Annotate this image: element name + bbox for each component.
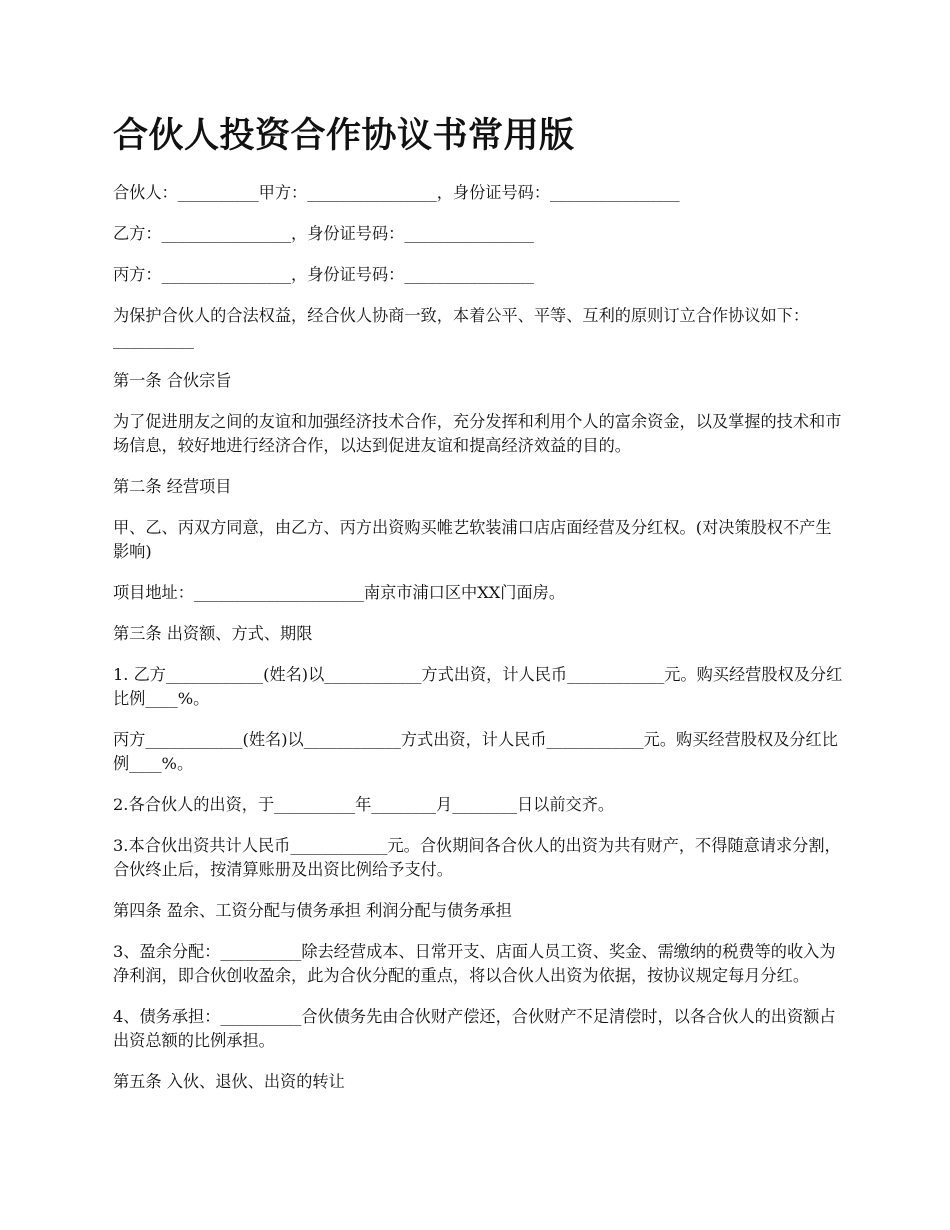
article-4-heading: 第四条 盈余、工资分配与债务承担 利润分配与债务承担 — [113, 901, 512, 920]
party-c-line: 丙方：________________，身份证号码：________________ — [113, 265, 534, 284]
project-address: 项目地址：_____________________南京市浦口区中XX门面房。 — [113, 583, 566, 602]
article-3-item-3: 3.本合伙出资共计人民币____________元。合伙期间各合伙人的出资为共有财产，不得随意请求分割，合伙终止后，按清算账册及出资比例给予支付。 — [113, 836, 841, 879]
article-3-item-1-party-b: 1. 乙方____________(姓名)以____________方式出资，计人民币____________元。购买经营股权及分红比例____%。 — [113, 665, 843, 708]
preamble-paragraph: 为保护合伙人的合法权益，经合伙人协商一致，本着公平、平等、互利的原则订立合作协议如下：__________ — [113, 306, 810, 349]
article-4-debt: 4、债务承担：__________合伙债务先由合伙财产偿还，合伙财产不足清偿时，以各合伙人的出资额占出资总额的比例承担。 — [113, 1007, 836, 1050]
document-title: 合伙人投资合作协议书常用版 — [113, 116, 575, 156]
article-2-body: 甲、乙、丙双方同意，由乙方、丙方出资购买帷艺软装浦口店店面经营及分红权。(对决策股权不产生影响) — [113, 518, 832, 561]
article-1-body: 为了促进朋友之间的友谊和加强经济技术合作，充分发挥和利用个人的富余资金，以及掌握的技术和市场信息，较好地进行经济合作，以达到促进友谊和提高经济效益的目的。 — [113, 412, 842, 455]
article-5-heading: 第五条 入伙、退伙、出资的转让 — [113, 1072, 345, 1091]
article-3-item-2: 2.各合伙人的出资，于__________年________月________日以前交齐。 — [113, 795, 615, 814]
partners-line: 合伙人：__________甲方：________________，身份证号码：________________ — [113, 183, 680, 202]
article-1-heading: 第一条 合伙宗旨 — [113, 371, 232, 390]
article-2-heading: 第二条 经营项目 — [113, 477, 232, 496]
document-page — [113, 112, 843, 1111]
party-b-line: 乙方：________________，身份证号码：________________ — [113, 224, 534, 243]
article-3-item-1-party-c: 丙方____________(姓名)以____________方式出资，计人民币____________元。购买经营股权及分红比例____%。 — [113, 730, 838, 773]
article-4-surplus: 3、盈余分配：__________除去经营成本、日常开支、店面人员工资、奖金、需缴纳的税费等的收入为净利润，即合伙创收盈余，此为合伙分配的重点，将以合伙人出资为依据，按协议规定每月分红。 — [113, 942, 836, 985]
article-3-heading: 第三条 出资额、方式、期限 — [113, 624, 313, 643]
